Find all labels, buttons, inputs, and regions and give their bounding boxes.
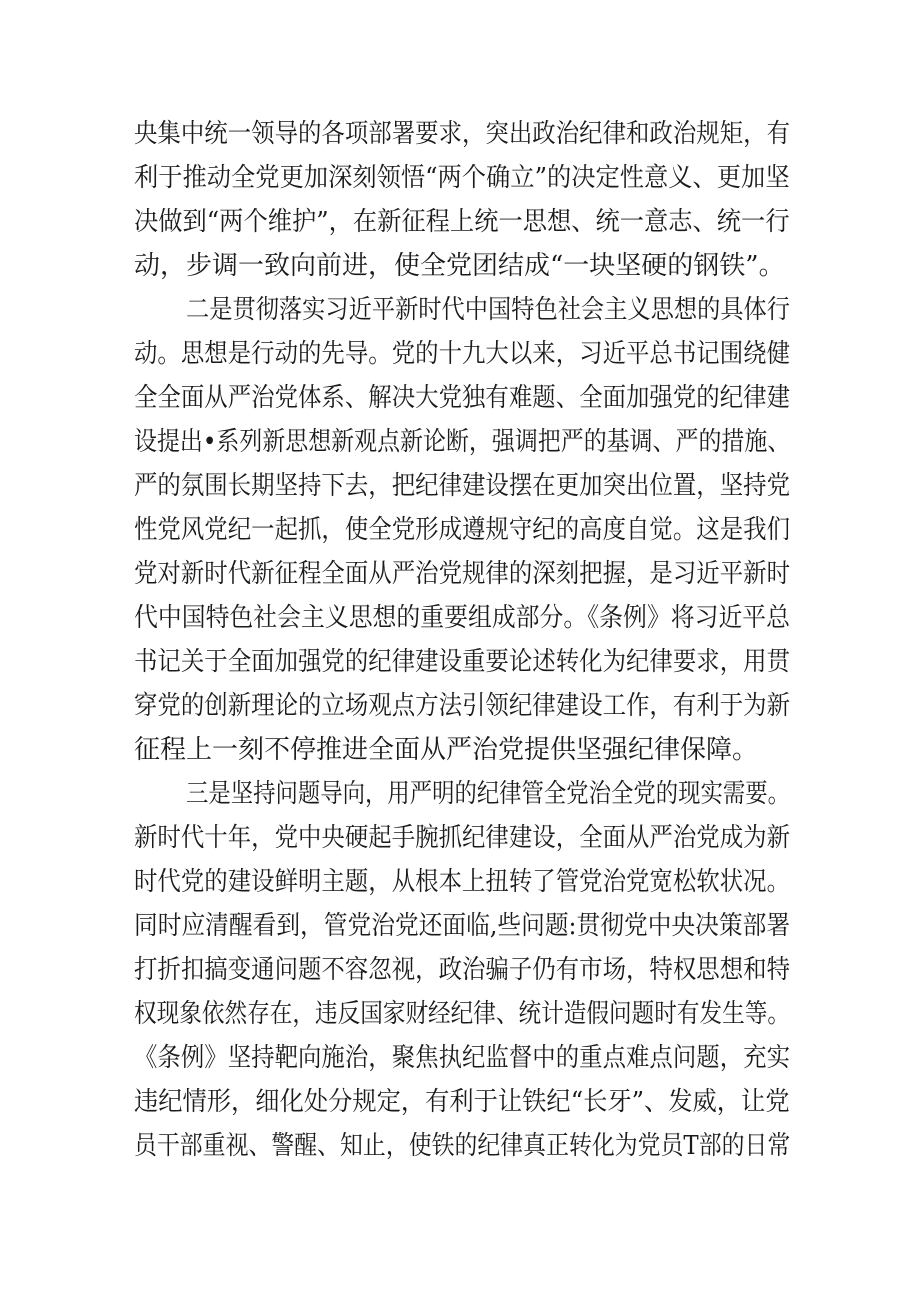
text-line: 设提出•系列新思想新观点新论断，强调把严的基调、严的措施、 <box>134 427 791 457</box>
text-line: 违纪情形，细化处分规定，有利于让铁纪“长牙”、发威，让党 <box>134 1087 790 1117</box>
text-line: 利于推动全党更加深刻领悟“两个确立”的决定性意义、更加坚 <box>134 163 790 193</box>
text-line: 性党风党纪一起抓，使全党形成遵规守纪的高度自觉。这是我们 <box>134 515 791 545</box>
text-line: 全全面从严治党体系、解决大党独有难题、全面加强党的纪律建 <box>134 383 791 413</box>
text-line: 动，步调一致向前进，使全党团结成“一块坚硬的钢铁”。 <box>134 251 785 281</box>
text-line: 新时代十年，党中央硬起手腕抓纪律建设，全面从严治党成为新 <box>134 823 791 853</box>
text-line: 穿党的创新理论的立场观点方法引领纪律建设工作，有利于为新 <box>134 691 791 721</box>
text-line: 员干部重视、警醒、知止，使铁的纪律真正转化为党员T部的日常 <box>134 1131 791 1161</box>
text-line: 代中国特色社会主义思想的重要组成部分。《条例》将习近平总 <box>134 603 791 633</box>
text-line: 动。思想是行动的先导。党的十九大以来，习近平总书记围绕健 <box>134 339 791 369</box>
text-line: 决做到“两个维护”，在新征程上统一思想、统一意志、统一行 <box>134 207 790 237</box>
text-line: 征程上一刻不停推进全面从严治党提供坚强纪律保障。 <box>134 735 759 765</box>
text-line: 同时应清醒看到，管党治党还面临,些问题:贯彻党中央决策部署 <box>134 911 791 941</box>
text-line: 打折扣搞变通问题不容忽视，政治骗子仍有市场，特权思想和特 <box>134 955 791 985</box>
text-line: 时代党的建设鲜明主题，从根本上扭转了管党治党宽松软状况。 <box>134 867 791 897</box>
text-line: 央集中统一领导的各项部署要求，突出政治纪律和政治规矩，有 <box>134 119 791 149</box>
text-line: 党对新时代新征程全面从严治党规律的深刻把握，是习近平新时 <box>134 559 791 589</box>
text-line: 书记关于全面加强党的纪律建设重要论述转化为纪律要求，用贯 <box>134 647 791 677</box>
text-line: 《条例》坚持靶向施治，聚焦执纪监督中的重点难点问题，充实 <box>134 1043 791 1073</box>
paragraph-start-line: 三是坚持问题导向，用严明的纪律管全党治全党的现实需要。 <box>186 779 791 809</box>
paragraph-start-line: 二是贯彻落实习近平新时代中国特色社会主义思想的具体行 <box>186 295 791 325</box>
text-line: 权现象依然存在，违反国家财经纪律、统计造假问题时有发生等。 <box>134 999 790 1029</box>
text-line: 严的氛围长期坚持下去，把纪律建设摆在更加突出位置，坚持党 <box>134 471 791 501</box>
